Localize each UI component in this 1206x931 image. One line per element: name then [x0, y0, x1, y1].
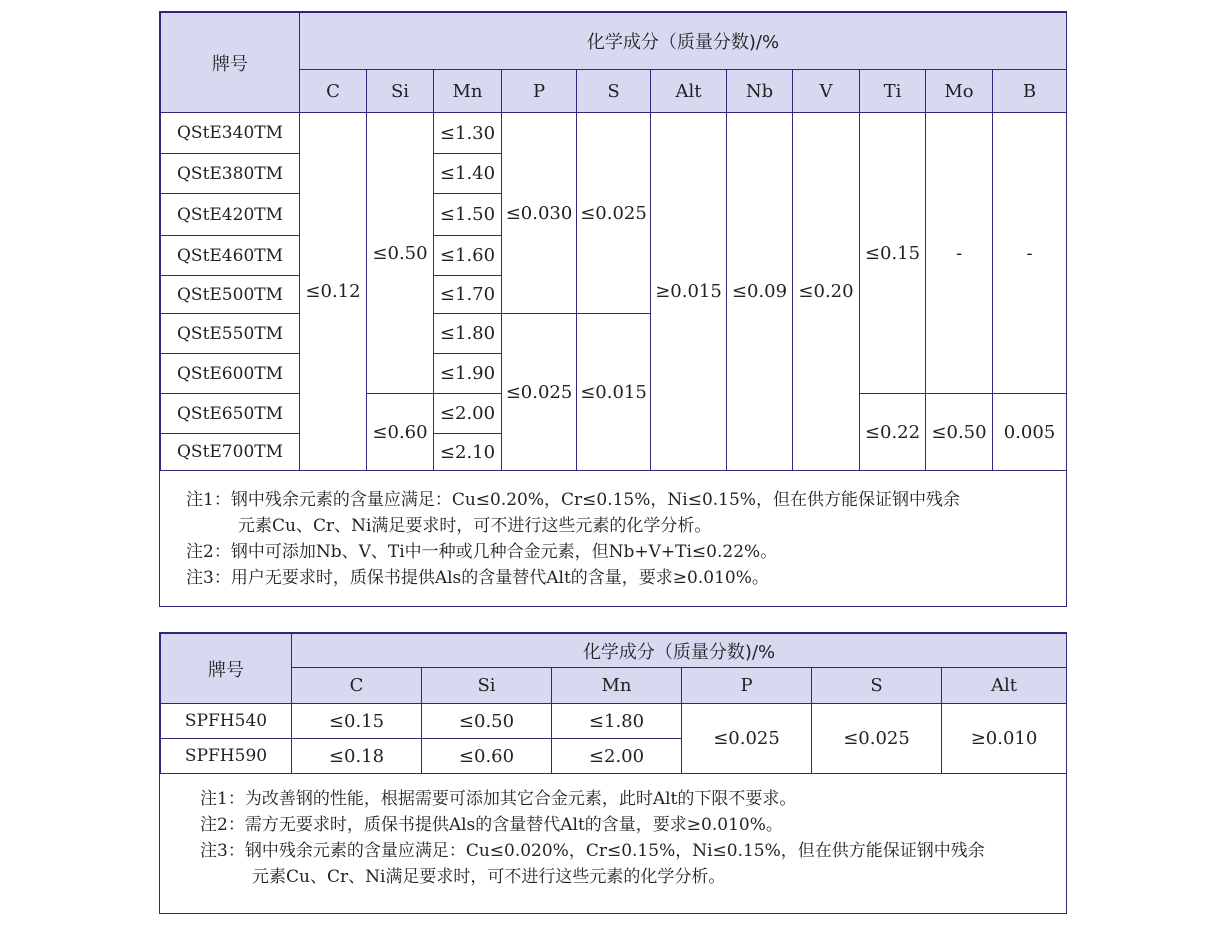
mn-value: ≤1.70: [434, 276, 502, 314]
mn-value: ≤1.80: [434, 314, 502, 354]
note-2: 注2：钢中可添加Nb、V、Ti中一种或几种合金元素，但Nb+V+Ti≤0.22%。: [186, 542, 778, 562]
alt-value: ≥0.010: [942, 704, 1067, 774]
grade-header: 牌号: [161, 634, 292, 704]
grade-cell: QStE600TM: [161, 354, 300, 394]
mn-value: ≤1.40: [434, 154, 502, 194]
composition-table-2: [159, 632, 1067, 774]
mn-value: ≤1.50: [434, 194, 502, 236]
mn-value: ≤1.80: [552, 704, 682, 739]
mo-value: ≤0.50: [926, 394, 993, 471]
si-value: ≤0.60: [367, 394, 434, 471]
mn-value: ≤2.00: [434, 394, 502, 434]
p-value: ≤0.025: [682, 704, 812, 774]
si-value: ≤0.50: [422, 704, 552, 739]
element-header: Mo: [926, 70, 993, 113]
grade-cell: QStE700TM: [161, 434, 300, 471]
b-value: -: [993, 113, 1067, 394]
mn-value: ≤2.00: [552, 739, 682, 774]
element-header: Nb: [727, 70, 793, 113]
element-header: Alt: [942, 668, 1067, 704]
grade-cell: SPFH540: [161, 704, 292, 739]
s-value: ≤0.025: [812, 704, 942, 774]
element-header: Mn: [434, 70, 502, 113]
grade-cell: SPFH590: [161, 739, 292, 774]
element-header: P: [502, 70, 577, 113]
grade-cell: QStE650TM: [161, 394, 300, 434]
si-value: ≤0.60: [422, 739, 552, 774]
grade-cell: QStE340TM: [161, 113, 300, 154]
notes-table-1: [159, 471, 1067, 607]
nb-value: ≤0.09: [727, 113, 793, 471]
s-value: ≤0.015: [577, 314, 651, 471]
v-value: ≤0.20: [793, 113, 860, 471]
note-1-line-1: 注1：钢中残余元素的含量应满足：Cu≤0.20%，Cr≤0.15%，Ni≤0.15%，但在供方能保证钢中残余: [186, 490, 960, 510]
c-value: ≤0.18: [292, 739, 422, 774]
mn-value: ≤1.90: [434, 354, 502, 394]
mn-value: ≤2.10: [434, 434, 502, 471]
grade-cell: QStE420TM: [161, 194, 300, 236]
mn-value: ≤1.30: [434, 113, 502, 154]
grade-header: 牌号: [161, 13, 300, 113]
grade-cell: QStE550TM: [161, 314, 300, 354]
ti-value: ≤0.15: [860, 113, 926, 394]
note-1: [186, 487, 1066, 539]
element-header: Alt: [651, 70, 727, 113]
element-header: Mn: [552, 668, 682, 704]
p-value: ≤0.025: [502, 314, 577, 471]
c-value: ≤0.15: [292, 704, 422, 739]
composition-header: 化学成分（质量分数)/%: [292, 634, 1067, 668]
ti-value: ≤0.22: [860, 394, 926, 471]
notes-table-2: [159, 774, 1067, 914]
note-1-line-2: 元素Cu、Cr、Ni满足要求时，可不进行这些元素的化学分析。: [238, 516, 712, 536]
note-1: 注1：为改善钢的性能，根据需要可添加其它合金元素，此时Alt的下限不要求。: [200, 789, 797, 809]
element-header: Si: [422, 668, 552, 704]
element-header: V: [793, 70, 860, 113]
b-value: 0.005: [993, 394, 1067, 471]
grade-cell: QStE500TM: [161, 276, 300, 314]
note-3: 注3：用户无要求时，质保书提供Als的含量替代Alt的含量，要求≥0.010%。: [186, 568, 769, 588]
alt-value: ≥0.015: [651, 113, 727, 471]
mn-value: ≤1.60: [434, 236, 502, 276]
element-header: S: [577, 70, 651, 113]
note-3: [200, 838, 1066, 890]
s-value: ≤0.025: [577, 113, 651, 314]
element-header: S: [812, 668, 942, 704]
note-3-line-1: 注3：钢中残余元素的含量应满足：Cu≤0.020%，Cr≤0.15%，Ni≤0.15%，但在供方能保证钢中残余: [200, 841, 985, 861]
element-header: P: [682, 668, 812, 704]
p-value: ≤0.030: [502, 113, 577, 314]
note-2: 注2：需方无要求时，质保书提供Als的含量替代Alt的含量，要求≥0.010%。: [200, 815, 783, 835]
element-header: C: [300, 70, 367, 113]
composition-table-1: [159, 11, 1067, 471]
mo-value: -: [926, 113, 993, 394]
element-header: Ti: [860, 70, 926, 113]
grade-cell: QStE380TM: [161, 154, 300, 194]
element-header: Si: [367, 70, 434, 113]
element-header: C: [292, 668, 422, 704]
note-3-line-2: 元素Cu、Cr、Ni满足要求时，可不进行这些元素的化学分析。: [252, 867, 726, 887]
composition-header: 化学成分（质量分数)/%: [300, 13, 1067, 70]
element-header: B: [993, 70, 1067, 113]
c-value: ≤0.12: [300, 113, 367, 471]
grade-cell: QStE460TM: [161, 236, 300, 276]
si-value: ≤0.50: [367, 113, 434, 394]
